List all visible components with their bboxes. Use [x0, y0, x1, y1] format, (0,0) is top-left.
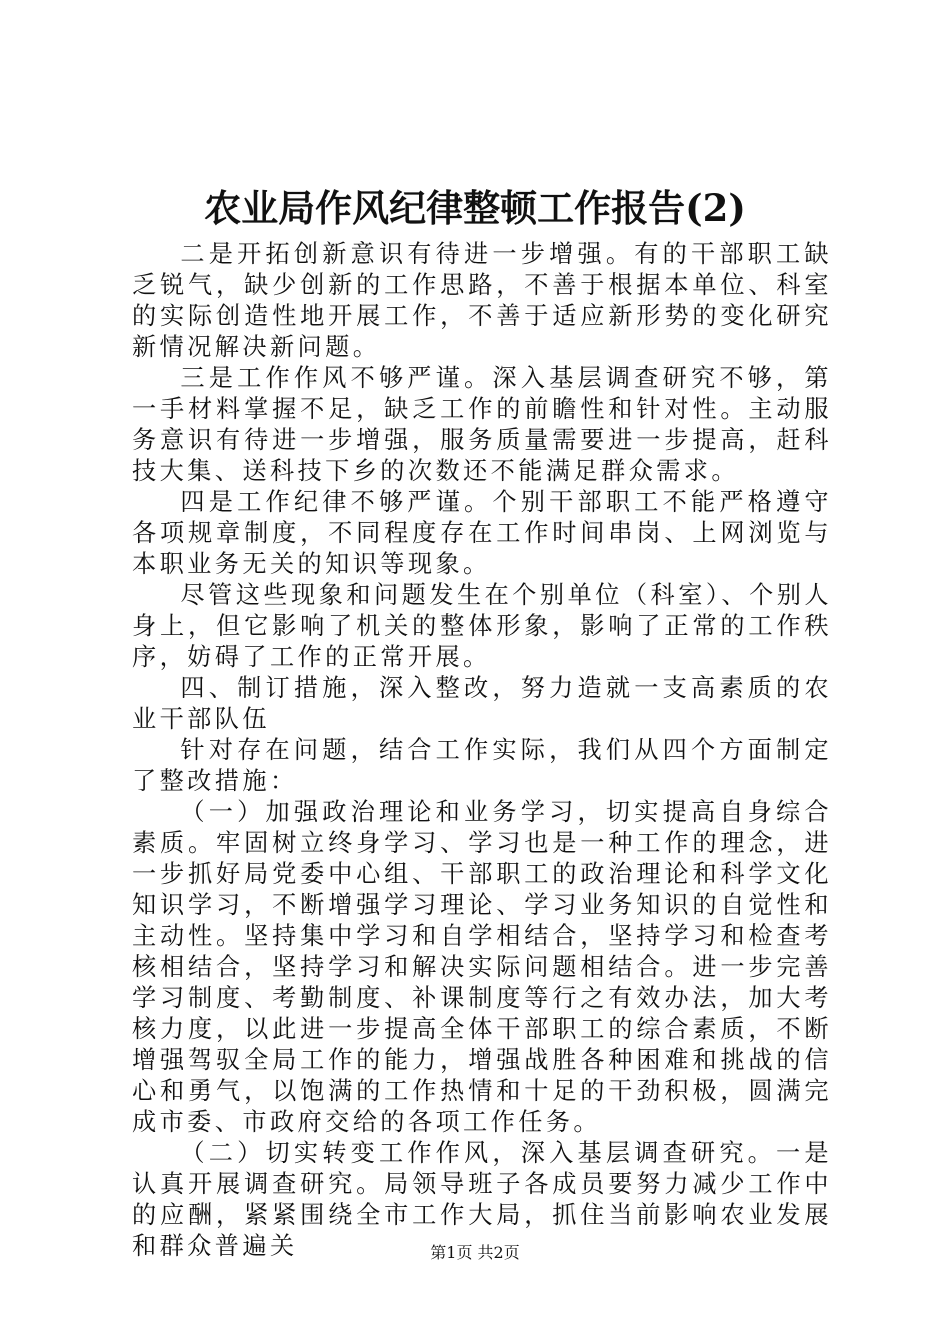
- document-title: 农业局作风纪律整顿工作报告(2): [204, 186, 746, 230]
- paragraph: 针对存在问题，结合工作实际，我们从四个方面制定了整改措施：: [132, 736, 832, 795]
- paragraph: 二是开拓创新意识有待进一步增强。有的干部职工缺乏锐气，缺少创新的工作思路，不善于根据本单位、科室的实际创造性地开展工作，不善于适应新形势的变化研究新情况解决新问题。: [132, 240, 832, 361]
- page-number-footer: 第1页 共2页: [430, 1243, 520, 1262]
- paragraph: （一）加强政治理论和业务学习，切实提高自身综合素质。牢固树立终身学习、学习也是一种工作的理念，进一步抓好局党委中心组、干部职工的政治理论和科学文化知识学习，不断增强学习理论、学习业务知识的自觉性和主动性。坚持集中学习和自学相结合，坚持学习和检查考核相结合，坚持学习和解决实际问题相结合。进一步完善学习制度、考勤制度、补课制度等行之有效办法，加大考核力度，以此进一步提高全体干部职工的综合素质，不断增强驾驭全局工作的能力，增强战胜各种困难和挑战的信心和勇气，以饱满的工作热情和十足的干劲积极，圆满完成市委、市政府交给的各项工作任务。: [132, 798, 832, 1136]
- paragraph: 三是工作作风不够严谨。深入基层调查研究不够，第一手材料掌握不足，缺乏工作的前瞻性和针对性。主动服务意识有待进一步增强，服务质量需要进一步提高，赶科技大集、送科技下乡的次数还不能满足群众需求。: [132, 364, 832, 485]
- section-heading: 四、制订措施，深入整改，努力造就一支高素质的农业干部队伍: [132, 674, 832, 733]
- paragraph: （二）切实转变工作作风，深入基层调查研究。一是认真开展调查研究。局领导班子各成员要努力减少工作中的应酬，紧紧围绕全市工作大局，抓住当前影响农业发展和群众普遍关: [132, 1139, 832, 1260]
- document-body: [132, 239, 832, 1262]
- paragraph: 尽管这些现象和问题发生在个别单位（科室）、个别人身上，但它影响了机关的整体形象，影响了正常的工作秩序，妨碍了工作的正常开展。: [132, 581, 832, 671]
- paragraph: 四是工作纪律不够严谨。个别干部职工不能严格遵守各项规章制度，不同程度存在工作时间串岗、上网浏览与本职业务无关的知识等现象。: [132, 488, 832, 578]
